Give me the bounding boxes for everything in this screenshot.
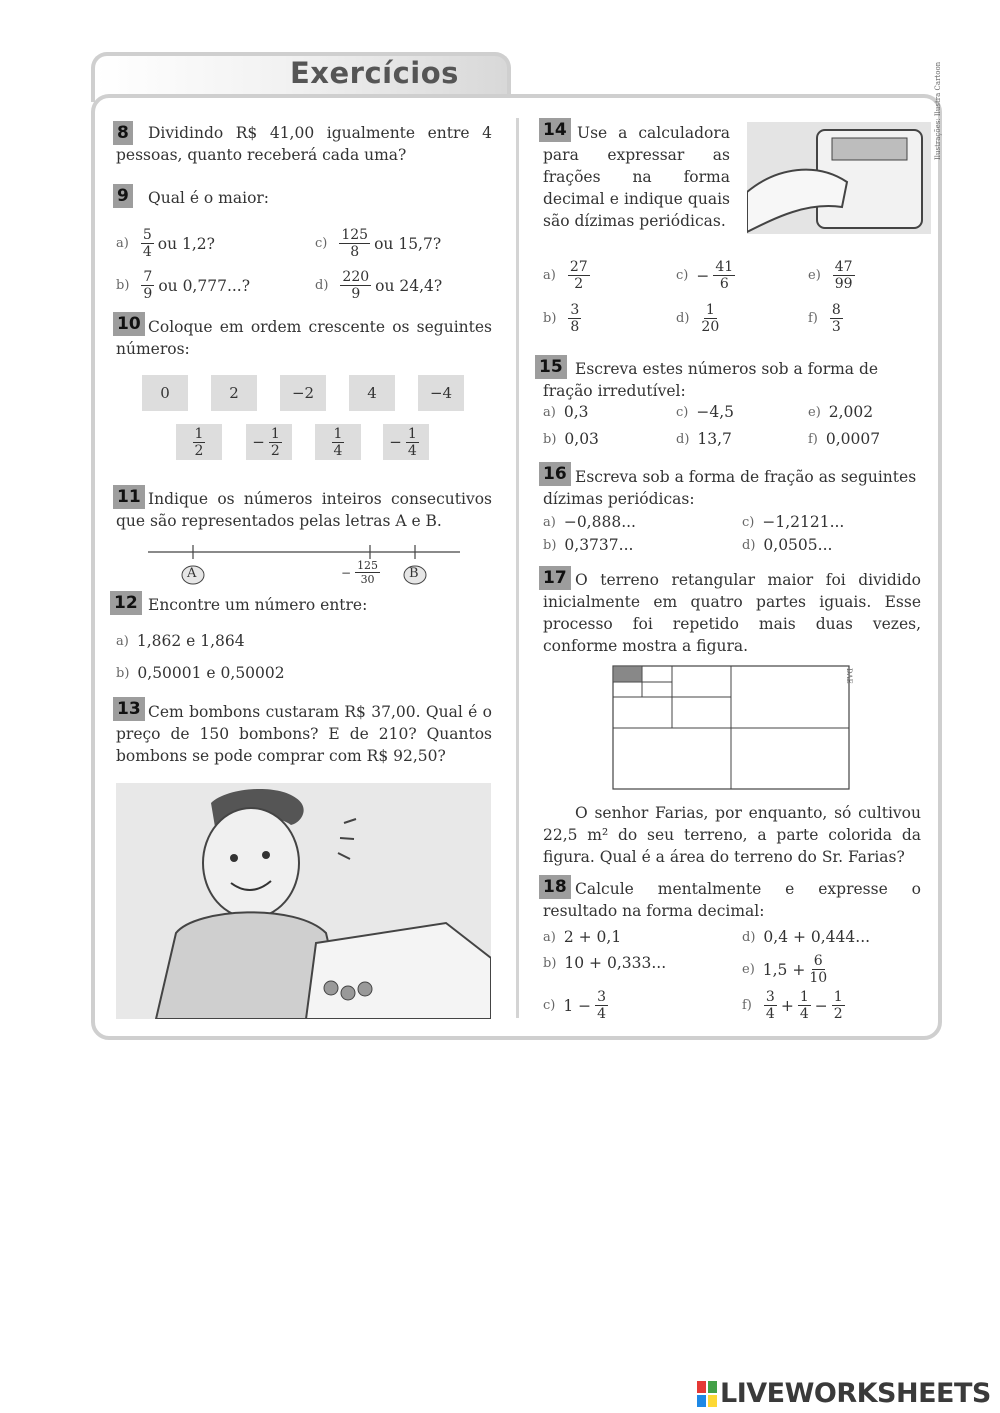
column-divider bbox=[516, 118, 519, 1018]
exercise-10-text: Coloque em ordem crescente os seguintes números: bbox=[116, 318, 492, 358]
exercise-15-f bbox=[808, 430, 880, 448]
liveworksheets-logo-icon bbox=[697, 1381, 717, 1407]
option-text: 1,862 e 1,864 bbox=[136, 632, 245, 650]
numerator: 7 bbox=[143, 269, 153, 285]
option-label: d) bbox=[676, 311, 690, 326]
operator: − bbox=[814, 996, 828, 1015]
numerator: 3 bbox=[570, 302, 580, 318]
option-label: c) bbox=[676, 268, 689, 283]
option-label: c) bbox=[742, 514, 755, 530]
numerator: 5 bbox=[142, 227, 152, 243]
option-label: e) bbox=[808, 268, 821, 283]
exercise-9-text: Qual é o maior: bbox=[148, 189, 270, 207]
denominator: 2 bbox=[270, 442, 280, 459]
fraction bbox=[701, 303, 719, 334]
number-card: 2 bbox=[211, 375, 257, 411]
option-label: d) bbox=[315, 278, 329, 293]
exercise-14-a bbox=[543, 260, 594, 291]
numerator: 1 bbox=[270, 425, 280, 442]
fraction-card bbox=[315, 424, 361, 460]
option-label: f) bbox=[808, 431, 818, 447]
exercise-9-b bbox=[116, 270, 250, 301]
numerator: 220 bbox=[342, 269, 370, 285]
option-text: 0,3737... bbox=[564, 536, 634, 554]
exercise-14-text: Use a calculadora para expressar as frações na forma decimal e indique quais são dízimas periódicas. bbox=[543, 124, 730, 230]
exercise-13-text: Cem bombons custaram R$ 37,00. Qual é o preço de 150 bombons? E de 210? Quantos bombons se pode comprar com R$ 92,50? bbox=[116, 703, 492, 765]
option-text: ou 15,7? bbox=[374, 234, 442, 253]
option-text: 0,50001 e 0,50002 bbox=[137, 664, 285, 682]
exercise-17-text-2: O senhor Farias, por enquanto, só cultivou 22,5 m² do seu terreno, a parte colorida da figura. Qual é a área do terreno do Sr. Farias? bbox=[543, 804, 921, 866]
land-division-figure bbox=[612, 665, 852, 791]
numerator: 3 bbox=[597, 989, 607, 1005]
option-text: ou 1,2? bbox=[157, 234, 215, 253]
candy bbox=[358, 982, 372, 996]
fraction bbox=[141, 270, 154, 301]
denominator: 30 bbox=[360, 573, 375, 586]
option-label: d) bbox=[742, 537, 756, 553]
option-text: 2 + 0,1 bbox=[563, 928, 622, 946]
option-text: 0,0007 bbox=[825, 430, 881, 448]
watermark: LIVEWORKSHEETS bbox=[720, 1378, 991, 1409]
candy bbox=[341, 986, 355, 1000]
option-text: 0,0505... bbox=[763, 536, 833, 554]
option-text: 2,002 bbox=[828, 403, 874, 421]
option-label: f) bbox=[742, 998, 752, 1013]
excitement-mark bbox=[340, 838, 354, 839]
exercise-18-f bbox=[742, 990, 849, 1021]
option-label: a) bbox=[116, 236, 129, 251]
exercise-15-d bbox=[676, 430, 732, 448]
option-text: 0,03 bbox=[564, 430, 599, 448]
fraction-card bbox=[246, 424, 292, 460]
point-a-label: A bbox=[187, 566, 197, 581]
right-eye bbox=[262, 851, 270, 859]
option-label: e) bbox=[742, 962, 755, 977]
image-credit: Ilustrações: Ilustra Cartoon bbox=[934, 61, 942, 160]
exercise-9-number: 9 bbox=[113, 184, 133, 208]
exercise-9-a bbox=[116, 228, 215, 259]
fraction bbox=[568, 303, 581, 334]
exercise-16-text: Escreva sob a forma de fração as seguintes dízimas periódicas: bbox=[543, 468, 917, 508]
option-text: 1,5 + bbox=[762, 960, 806, 979]
fraction bbox=[339, 228, 370, 259]
numerator: 1 bbox=[833, 989, 843, 1005]
exercise-15-a bbox=[543, 403, 588, 421]
exercise-16-a bbox=[543, 513, 636, 531]
fraction bbox=[406, 427, 419, 458]
exercise-17-number: 17 bbox=[539, 566, 571, 590]
exercise-14-e bbox=[808, 260, 859, 291]
denominator: 9 bbox=[351, 286, 361, 302]
option-text: −1,2121... bbox=[762, 513, 845, 531]
exercise-18-d bbox=[742, 928, 870, 946]
exercise-16-c bbox=[742, 513, 844, 531]
exercise-17-text: O terreno retangular maior foi dividido inicialmente em quatro partes iguais. Esse processo foi repetido mais duas vezes, conforme mostra a figura. bbox=[543, 571, 921, 655]
fraction bbox=[830, 303, 843, 334]
numerator: 6 bbox=[813, 953, 823, 969]
option-text: 0,4 + 0,444... bbox=[763, 928, 871, 946]
denominator: 4 bbox=[799, 1006, 809, 1022]
option-text: −0,888... bbox=[563, 513, 636, 531]
face bbox=[203, 808, 299, 918]
figure-credit: DAE bbox=[845, 668, 853, 684]
exercise-18-text: Calcule mentalmente e expresse o resultado na forma decimal: bbox=[543, 880, 921, 920]
operator: + bbox=[780, 996, 794, 1015]
option-label: d) bbox=[742, 929, 756, 945]
numerator: 27 bbox=[569, 259, 588, 275]
denominator: 3 bbox=[831, 319, 841, 335]
exercise-16-number: 16 bbox=[539, 462, 571, 486]
option-text: 1 − bbox=[563, 996, 592, 1015]
denominator: 8 bbox=[350, 244, 360, 260]
option-label: b) bbox=[543, 537, 557, 553]
number-card: 4 bbox=[349, 375, 395, 411]
number-card: 0 bbox=[142, 375, 188, 411]
exercise-16-d bbox=[742, 536, 832, 554]
numerator: 125 bbox=[357, 559, 379, 572]
exercise-13-number: 13 bbox=[113, 697, 145, 721]
option-text: 0,3 bbox=[563, 403, 589, 421]
calculator-display bbox=[832, 138, 907, 160]
numerator: 8 bbox=[831, 302, 841, 318]
option-label: b) bbox=[543, 311, 557, 326]
exercise-15-c bbox=[676, 403, 734, 421]
fraction bbox=[355, 560, 380, 585]
option-label: b) bbox=[543, 955, 557, 971]
denominator: 4 bbox=[765, 1006, 775, 1022]
exercise-16-b bbox=[543, 536, 633, 554]
exercise-12-a bbox=[116, 632, 245, 650]
option-label: d) bbox=[676, 431, 690, 447]
fraction bbox=[833, 260, 855, 291]
logo-block-blue bbox=[697, 1395, 706, 1407]
numerator: 1 bbox=[407, 425, 417, 442]
fraction-card bbox=[383, 424, 429, 460]
point-b-label: B bbox=[409, 566, 419, 581]
exercise-9-c bbox=[315, 228, 441, 259]
denominator: 10 bbox=[809, 970, 828, 986]
fraction bbox=[595, 990, 608, 1021]
exercise-8-number: 8 bbox=[113, 121, 133, 145]
denominator: 4 bbox=[333, 442, 343, 459]
exercise-14-d bbox=[676, 303, 723, 334]
candy bbox=[324, 981, 338, 995]
option-label: a) bbox=[543, 268, 556, 283]
left-eye bbox=[230, 854, 238, 862]
numerator: 47 bbox=[834, 259, 853, 275]
option-label: b) bbox=[116, 278, 130, 293]
page-title: Exercícios bbox=[290, 56, 459, 90]
sign: − bbox=[252, 433, 265, 451]
option-label: a) bbox=[543, 404, 556, 420]
option-label: f) bbox=[808, 311, 818, 326]
option-label: b) bbox=[116, 665, 130, 681]
logo-block-green bbox=[708, 1381, 717, 1393]
fraction bbox=[832, 990, 845, 1021]
exercise-12-text: Encontre um número entre: bbox=[148, 596, 368, 614]
exercise-18-b bbox=[543, 954, 666, 972]
option-label: a) bbox=[116, 633, 129, 649]
denominator: 2 bbox=[833, 1006, 843, 1022]
option-text: ou 24,4? bbox=[375, 276, 443, 295]
numerator: 1 bbox=[705, 302, 715, 318]
option-text: 10 + 0,333... bbox=[564, 954, 667, 972]
exercise-15-e bbox=[808, 403, 873, 421]
logo-block-red bbox=[697, 1381, 706, 1393]
denominator: 6 bbox=[719, 276, 729, 292]
fraction bbox=[332, 427, 345, 458]
exercise-18-a bbox=[543, 928, 621, 946]
exercise-15-b bbox=[543, 430, 599, 448]
numerator: 41 bbox=[715, 259, 734, 275]
fraction-card bbox=[176, 424, 222, 460]
fraction bbox=[798, 990, 811, 1021]
denominator: 2 bbox=[194, 442, 204, 459]
denominator: 9 bbox=[143, 286, 153, 302]
exercise-14-b bbox=[543, 303, 585, 334]
option-label: c) bbox=[676, 404, 689, 420]
denominator: 20 bbox=[701, 319, 720, 335]
exercise-12-number: 12 bbox=[110, 591, 142, 615]
fraction bbox=[764, 990, 777, 1021]
fraction bbox=[713, 260, 735, 291]
exercise-14-number: 14 bbox=[539, 118, 571, 142]
option-label: e) bbox=[808, 404, 821, 420]
number-card: −4 bbox=[418, 375, 464, 411]
exercise-15-text: Escreva estes números sob a forma de fração irredutível: bbox=[543, 360, 879, 400]
exercise-9-d bbox=[315, 270, 442, 301]
numerator: 3 bbox=[765, 989, 775, 1005]
cultivated-area bbox=[614, 667, 642, 682]
option-label: b) bbox=[543, 431, 557, 447]
fraction bbox=[141, 228, 154, 259]
option-label: a) bbox=[543, 929, 556, 945]
exercise-14-c bbox=[676, 260, 739, 291]
denominator: 4 bbox=[407, 442, 417, 459]
exercise-18-number: 18 bbox=[539, 875, 571, 899]
option-text: ou 0,777...? bbox=[158, 276, 251, 295]
exercise-18-e bbox=[742, 954, 831, 985]
denominator: 4 bbox=[142, 244, 152, 260]
sign: − bbox=[341, 565, 352, 580]
sign: − bbox=[389, 433, 402, 451]
numerator: 1 bbox=[333, 425, 343, 442]
denominator: 4 bbox=[597, 1006, 607, 1022]
numerator: 1 bbox=[799, 989, 809, 1005]
exercise-18-c bbox=[543, 990, 612, 1021]
sign: − bbox=[696, 266, 710, 285]
number-line bbox=[145, 540, 465, 590]
exercise-15-number: 15 bbox=[535, 355, 567, 379]
boy-with-candy-box-illustration bbox=[116, 783, 491, 1019]
number-card: −2 bbox=[280, 375, 326, 411]
option-label: c) bbox=[543, 998, 556, 1013]
option-text: −4,5 bbox=[696, 403, 734, 421]
exercise-14-f bbox=[808, 303, 847, 334]
logo-block-yellow bbox=[708, 1395, 717, 1407]
option-label: a) bbox=[543, 514, 556, 530]
denominator: 8 bbox=[570, 319, 580, 335]
numerator: 1 bbox=[194, 425, 204, 442]
denominator: 2 bbox=[574, 276, 584, 292]
exercise-10-number: 10 bbox=[113, 312, 145, 336]
fraction bbox=[568, 260, 590, 291]
exercise-11-text: Indique os números inteiros consecutivos que são representados pelas letras A e B. bbox=[116, 490, 492, 530]
mark-fraction bbox=[341, 560, 384, 585]
fraction bbox=[269, 427, 282, 458]
option-text: 13,7 bbox=[697, 430, 732, 448]
fraction bbox=[340, 270, 371, 301]
denominator: 99 bbox=[834, 276, 853, 292]
calculator-illustration bbox=[747, 122, 931, 234]
exercise-11-number: 11 bbox=[113, 485, 145, 509]
numerator: 125 bbox=[341, 227, 369, 243]
fraction bbox=[809, 954, 827, 985]
fraction bbox=[193, 427, 206, 458]
exercise-8-text: Dividindo R$ 41,00 igualmente entre 4 pessoas, quanto receberá cada uma? bbox=[116, 124, 492, 164]
option-label: c) bbox=[315, 236, 328, 251]
exercise-12-b bbox=[116, 664, 285, 682]
